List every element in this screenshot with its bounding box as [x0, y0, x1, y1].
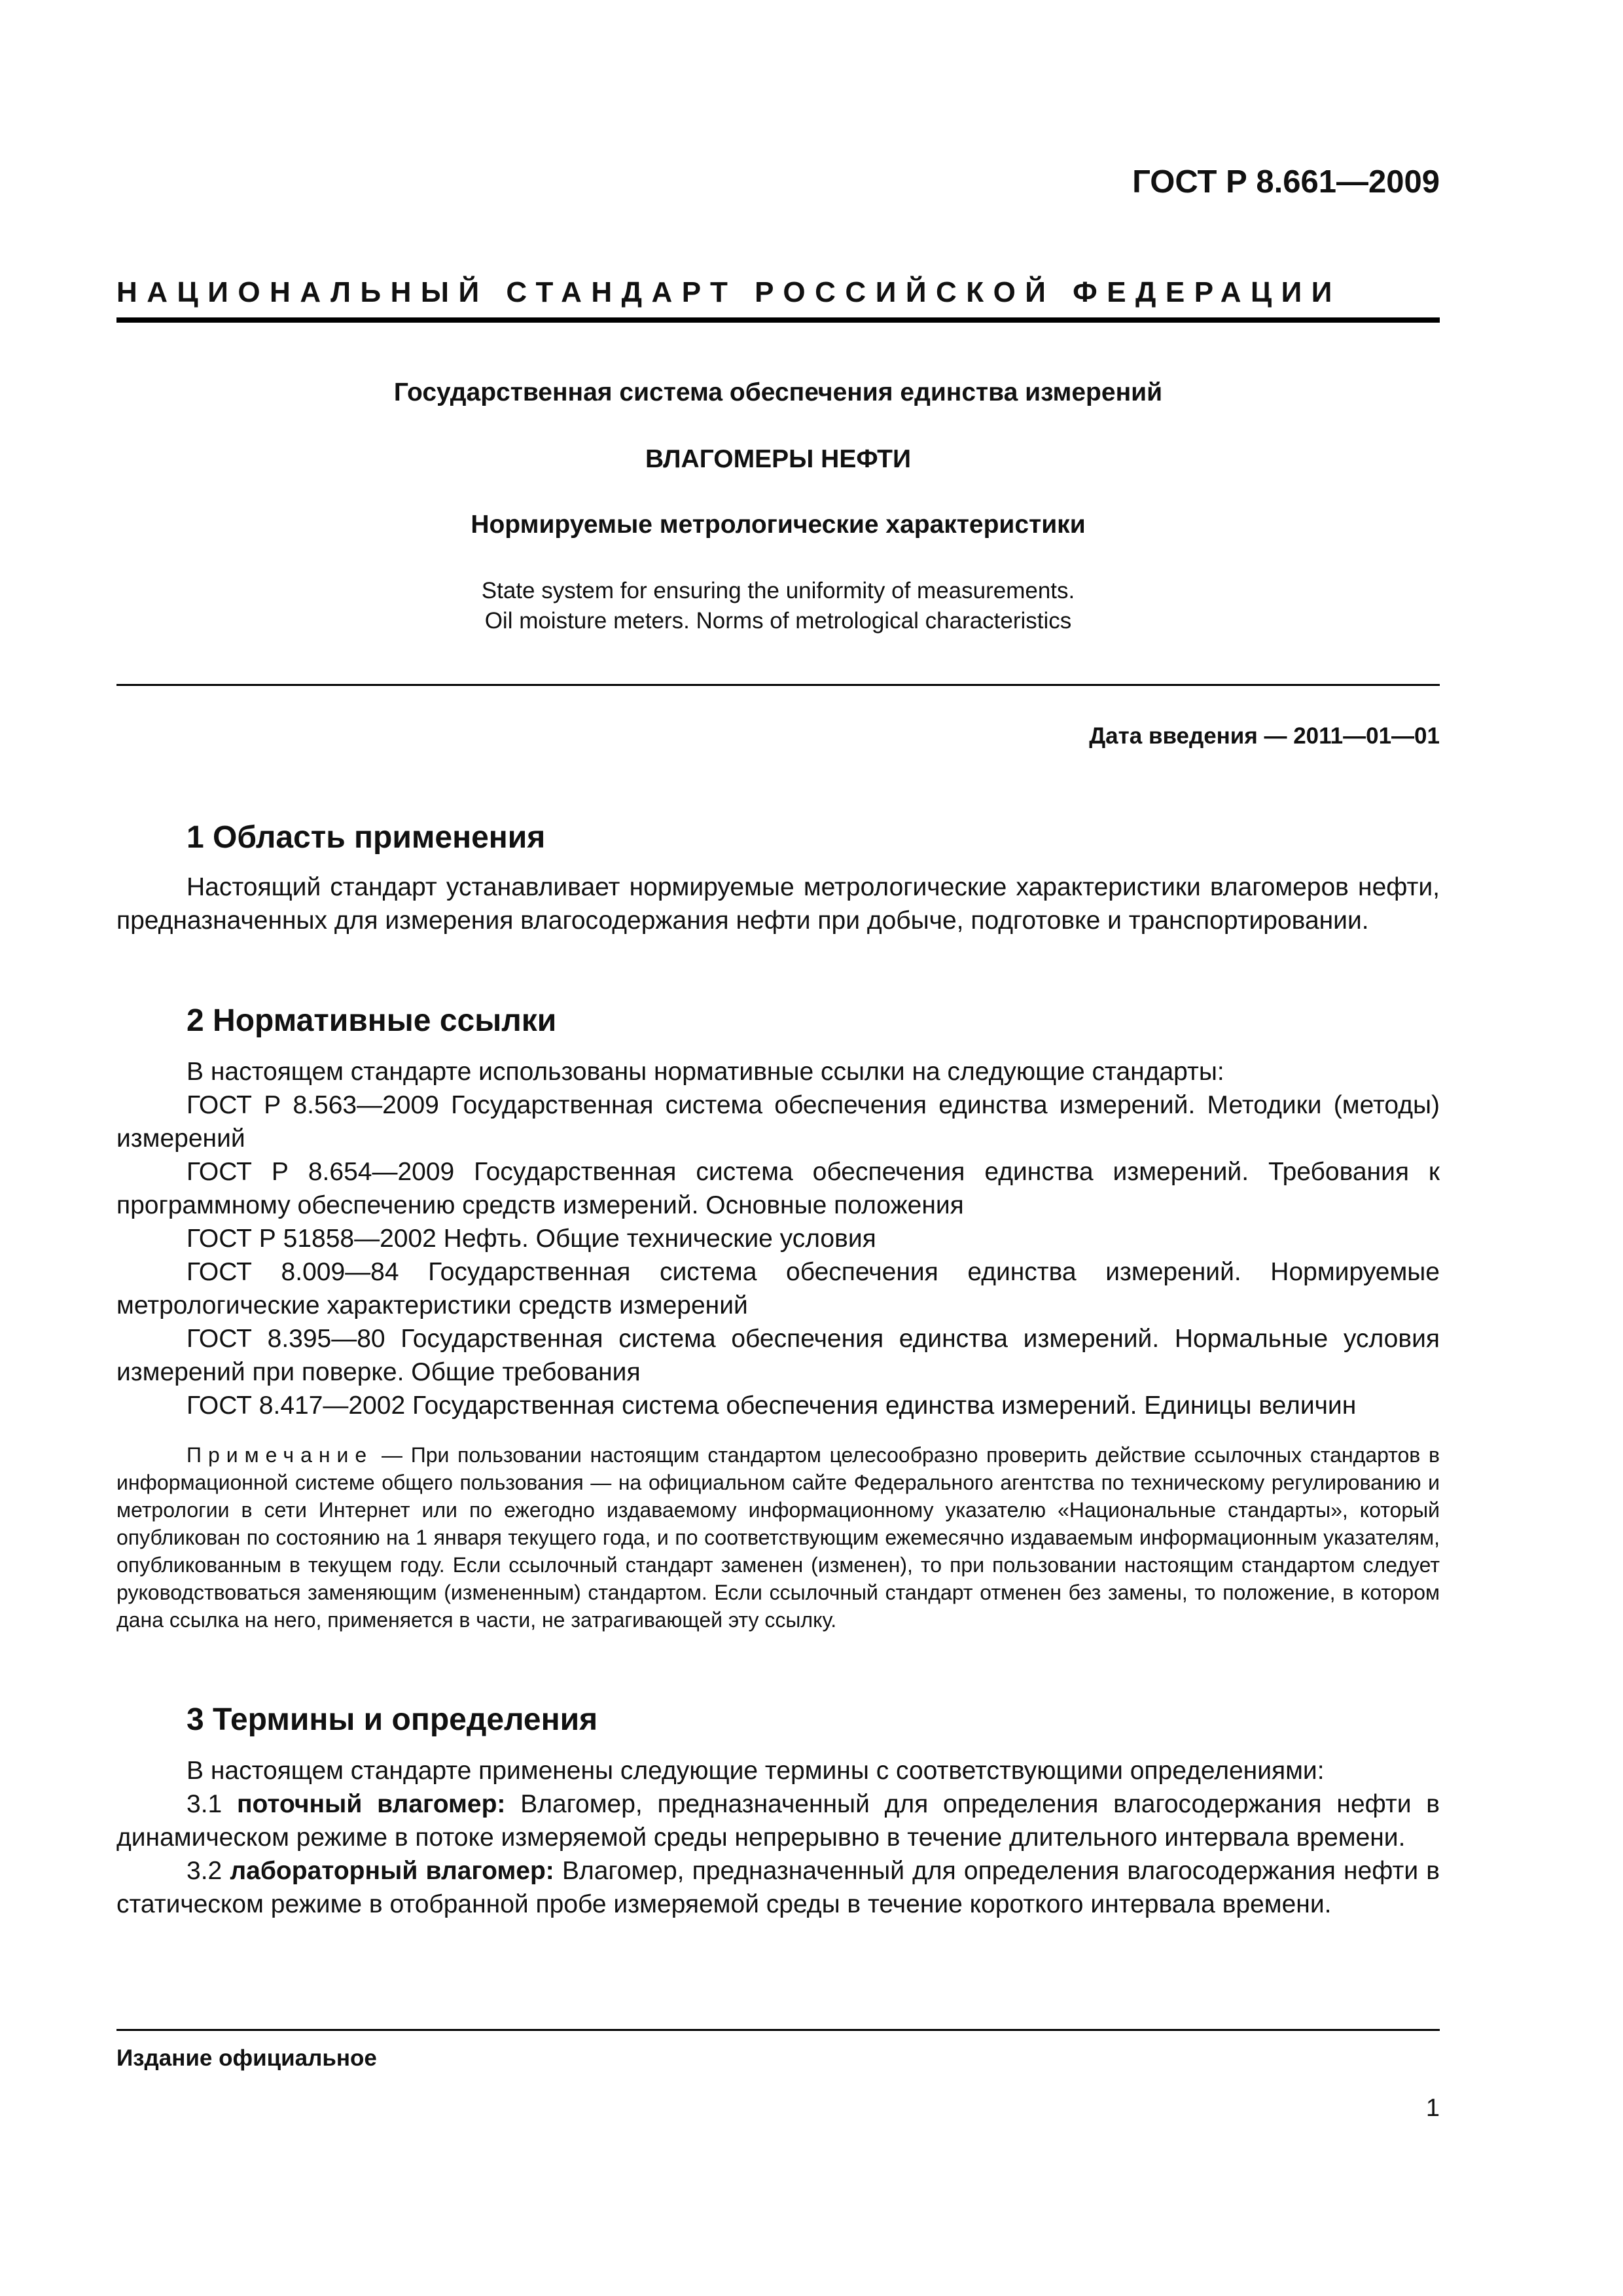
term-name: лабораторный влагомер: — [230, 1857, 554, 1885]
term-number: 3.1 — [187, 1790, 223, 1818]
section3-intro: В настоящем стандарте применены следующие термины с соответствующими определениями: — [187, 1757, 1325, 1785]
note-text: — При пользовании настоящим стандартом целесообразно проверить действие ссылочных стандартов в информационной системе общего пользования — на официальном сайте Федерального агентства по техническому регулированию и метрологии в сети Интернет или по ежегодно издаваемому информационному указателю «Национальные стандарты», который опубликован по состоянию на 1 января текущего года, и по соответствующим ежемесячно издаваемым информационным указателям, опубликованным в текущем году. Если ссылочный стандарт заменен (изменен), то при пользовании настоящим стандартом следует руководствоваться заменяющим (измененным) стандартом. Если ссылочный стандарт отменен без замены, то положение, в котором дана ссылка на него, применяется в части, не затрагивающей эту ссылку. — [116, 1443, 1440, 1632]
edition-label: Издание официальное — [116, 2045, 377, 2071]
standard-code: ГОСТ Р 8.661—2009 — [1132, 164, 1440, 200]
section2-note — [116, 1441, 1440, 1634]
section1-text: Настоящий стандарт устанавливает нормируемые метрологические характеристики влагомеров нефти, предназначенных для измерения влагосодержания нефти при добыче, подготовке и транспортировании. — [116, 873, 1440, 935]
document-subtitle: Нормируемые метрологические характеристики — [471, 511, 1086, 539]
term-name: поточный влагомер: — [237, 1790, 506, 1818]
reference-item: ГОСТ 8.417—2002 Государственная система обеспечения единства измерений. Единицы величин — [187, 1391, 1357, 1420]
section1-body — [116, 870, 1440, 937]
section2-intro: В настоящем стандарте использованы нормативные ссылки на следующие стандарты: — [187, 1058, 1224, 1086]
term-number: 3.2 — [187, 1857, 223, 1885]
footer-rule — [116, 2029, 1440, 2031]
section2-heading: 2 Нормативные ссылки — [187, 1003, 557, 1038]
reference-item: ГОСТ Р 8.654—2009 Государственная система обеспечения единства измерений. Требования к программному обеспечению средств измерений. Основные положения — [116, 1158, 1440, 1219]
national-standard-banner: НАЦИОНАЛЬНЫЙ СТАНДАРТ РОССИЙСКОЙ ФЕДЕРАЦИИ — [116, 276, 1342, 308]
effective-date: Дата введения — 2011—01—01 — [1089, 723, 1440, 749]
section3-body — [116, 1754, 1440, 1921]
note-label: Примечание — [187, 1443, 374, 1467]
document-title: ВЛАГОМЕРЫ НЕФТИ — [645, 445, 911, 473]
term-text: Влагомер, предназначенный для определения влагосодержания нефти в динамическом режиме в потоке измеряемой среды непрерывно в течение длительного интервала времени. — [116, 1790, 1440, 1852]
reference-item: ГОСТ Р 51858—2002 Нефть. Общие технические условия — [187, 1225, 876, 1253]
system-title: Государственная система обеспечения единства измерений — [393, 378, 1163, 406]
reference-item: ГОСТ 8.395—80 Государственная система обеспечения единства измерений. Нормальные условия измерений при поверке. Общие требования — [116, 1325, 1440, 1386]
term-definition — [116, 1854, 1440, 1921]
header-rule — [116, 317, 1440, 323]
section3-heading: 3 Термины и определения — [187, 1702, 598, 1737]
reference-item: ГОСТ 8.009—84 Государственная система обеспечения единства измерений. Нормируемые метрологические характеристики средств измерений — [116, 1258, 1440, 1319]
reference-item: ГОСТ Р 8.563—2009 Государственная система обеспечения единства измерений. Методики (методы) измерений — [116, 1091, 1440, 1153]
section2-body — [116, 1055, 1440, 1422]
english-title-line1: State system for ensuring the uniformity of measurements. — [481, 578, 1075, 603]
page-number: 1 — [1425, 2094, 1440, 2122]
title-rule — [116, 684, 1440, 686]
term-text: Влагомер, предназначенный для определения влагосодержания нефти в статическом режиме в отобранной пробе измеряемой среды в течение короткого интервала времени. — [116, 1857, 1440, 1918]
english-title-line2: Oil moisture meters. Norms of metrological characteristics — [484, 608, 1072, 634]
english-title — [116, 576, 1440, 636]
term-definition — [116, 1787, 1440, 1854]
section1-heading: 1 Область применения — [187, 820, 546, 855]
